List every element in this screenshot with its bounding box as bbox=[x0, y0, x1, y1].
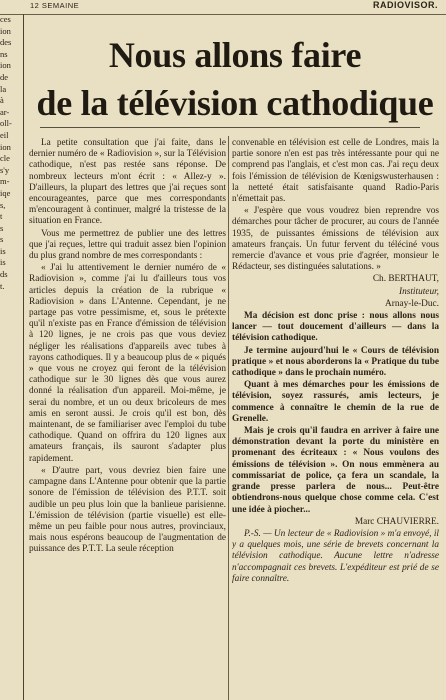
column1-paragraph: « J'ai lu attentivement le dernier numéro de « Radiovision », comme j'ai lu d'ailleurs tous vos articles depuis la création de la rubrique « Radiovision » dans L'Antenne. Cependant, je ne partage pas votre pessimisme, et, sous le prétexte qu'il n'existe pas en France d'émission de télévision à 120 lignes, je ne crois pas que vous deviez négliger les réalisations d'appareils avec tubes à rayons cathodiques. Il y a beaucoup plus de « piqués » que vous ne croyez qui feront de la télévision cathodique sur le 30 lignes dès que vous aurez donné la réalisation d'un appareil. Moi-même, je serai du nombre, et un ou deux bricoleurs de mes amis en seront aussi. Je crois qu'il est bon, dès maintenant, de se familiariser avec l'emploi du tube cathodique. Quand on offrira du 120 lignes aux amateurs français, ils sauront s'adapter plus rapidement. bbox=[29, 263, 226, 464]
letter-signature-role: Instituteur, bbox=[398, 286, 439, 297]
margin-fragment: de bbox=[0, 71, 9, 82]
margin-fragment: is bbox=[0, 257, 6, 268]
margin-fragment: iqe bbox=[0, 187, 11, 198]
headline-rule bbox=[40, 127, 420, 128]
article-column-1 bbox=[29, 138, 226, 698]
margin-fragment: is bbox=[0, 245, 6, 256]
margin-fragment: ces bbox=[0, 14, 11, 24]
column2-paragraph: Je termine aujourd'hui le « Cours de télévision pratique » et nous aborderons la « Pratique du tube cathodique » dans le prochain numéro. bbox=[232, 345, 439, 379]
column1-paragraph: Vous me permettrez de publier une des lettres que j'ai reçues, lettre qui traduit assez bien l'opinion du plus grand nombre de mes correspondants : bbox=[29, 228, 226, 262]
column1-paragraph: « D'autre part, vous devriez bien faire une campagne dans L'Antenne pour obtenir que la partie sonore de l'émission de télévision des P.T.T. soit audible un peu plus loin que la banlieue parisienne. L'émission de télévision (partie visuelle) est elle-même un peu faible pour nous autres, provinciaux, mais nous espérons beaucoup de l'augmentation de puissance des P.T.T. La seule réception bbox=[29, 465, 226, 555]
margin-fragment: ns bbox=[0, 48, 8, 59]
column-divider bbox=[228, 136, 229, 700]
margin-fragment: t bbox=[0, 211, 3, 222]
margin-fragment: eil bbox=[0, 129, 9, 140]
column2-paragraph: Mais je crois qu'il faudra en arriver à faire une démonstration devant la porte du ministère en promenant des écriteaux : « Nous voulons des émissions de télévision ». On nous emmènera au commissariat de police, ça fera un scandale, la grande presse parlera de nous... Peut-être obtiendrons-nous quelque chose comme cela. C'est une idée à piocher... bbox=[232, 426, 439, 515]
column1-paragraph: La petite consultation que j'ai faite, dans le dernier numéro de « Radiovision », sur la Télévision cathodique, n'est pas restée sans réponse. De nombreux lecteurs m'ont écrit : « Allez-y ». D'ailleurs, la plupart des lettres que j'ai reçues sont encourageantes, parce que mes correspondants m'encouragent à continuer, malgré la tristesse de la situation en France. bbox=[29, 138, 226, 227]
column2-paragraph: convenable en télévision est celle de Londres, mais la partie sonore n'en est pas très intéressante pour qui ne comprend pas l'anglais, et c'est mon cas. J'ai reçu deux fois l'émission de télévision de Kœnigswusterhausen : la netteté était satisfaisante quand Radio-Paris n'émettait pas. bbox=[232, 138, 439, 205]
article-column-2 bbox=[232, 138, 439, 698]
margin-column bbox=[0, 14, 24, 700]
letter-signature-name: Ch. BERTHAUT, bbox=[372, 274, 439, 285]
letter-signature-place: Arnay-le-Duc. bbox=[385, 298, 439, 309]
margin-fragment: ion bbox=[0, 25, 11, 36]
author-signature: Marc CHAUVIERRE. bbox=[354, 516, 439, 527]
margin-fragment: cle bbox=[0, 153, 10, 164]
column2-paragraph: Quant à mes démarches pour les émissions de télévision, soyez rassurés, amis lecteurs, je commence à connaître le chemin de la rue de Grenelle. bbox=[232, 380, 439, 424]
margin-fragment: s'y bbox=[0, 164, 10, 175]
margin-fragment: m- bbox=[0, 176, 10, 187]
margin-fragment: des bbox=[0, 37, 12, 48]
margin-fragment: s bbox=[0, 222, 4, 233]
margin-fragment: t. bbox=[0, 280, 5, 291]
header-left-text: 12 SEMAINE bbox=[30, 1, 80, 10]
margin-fragment: ds bbox=[0, 269, 8, 280]
margin-fragment: ion bbox=[0, 141, 11, 152]
margin-fragment: s bbox=[0, 234, 4, 245]
margin-fragment: s, bbox=[0, 199, 6, 210]
page-header-bar bbox=[0, 0, 446, 15]
postscript: P.-S. — Un lecteur de « Radiovision » m'a envoyé, il y a quelques mois, une série de brevets concernant la télévision cathodique. Aucune lettre n'adresse n'accompagnait ces brevets. L'expéditeur est prié de se faire connaître. bbox=[232, 528, 439, 584]
header-publication-name: RADIOVISOR. bbox=[372, 0, 438, 10]
margin-fragment: ar- bbox=[0, 106, 10, 117]
column2-paragraph: Ma décision est donc prise : nous allons nous lancer — tout doucement d'ailleurs — dans la télévision cathodique. bbox=[232, 311, 439, 344]
column2-paragraph: « J'espère que vous voudrez bien reprendre vos démarches pour tâcher de procurer, au cours de l'année 1935, de puissantes émissions de télévision aux amateurs français. Un futur fervent du téléciné vous remercie d'avance et vous prie d'agréer, monsieur le Rédacteur, ses distinguées salutations. » bbox=[232, 206, 439, 273]
margin-fragment: ion bbox=[0, 60, 11, 71]
margin-fragment: à bbox=[0, 95, 4, 106]
headline-line-1: Nous allons faire bbox=[108, 35, 362, 75]
headline-line-2: de la télévision cathodique bbox=[36, 83, 434, 123]
margin-fragment: oll- bbox=[0, 118, 12, 129]
margin-fragment: la bbox=[0, 83, 7, 94]
